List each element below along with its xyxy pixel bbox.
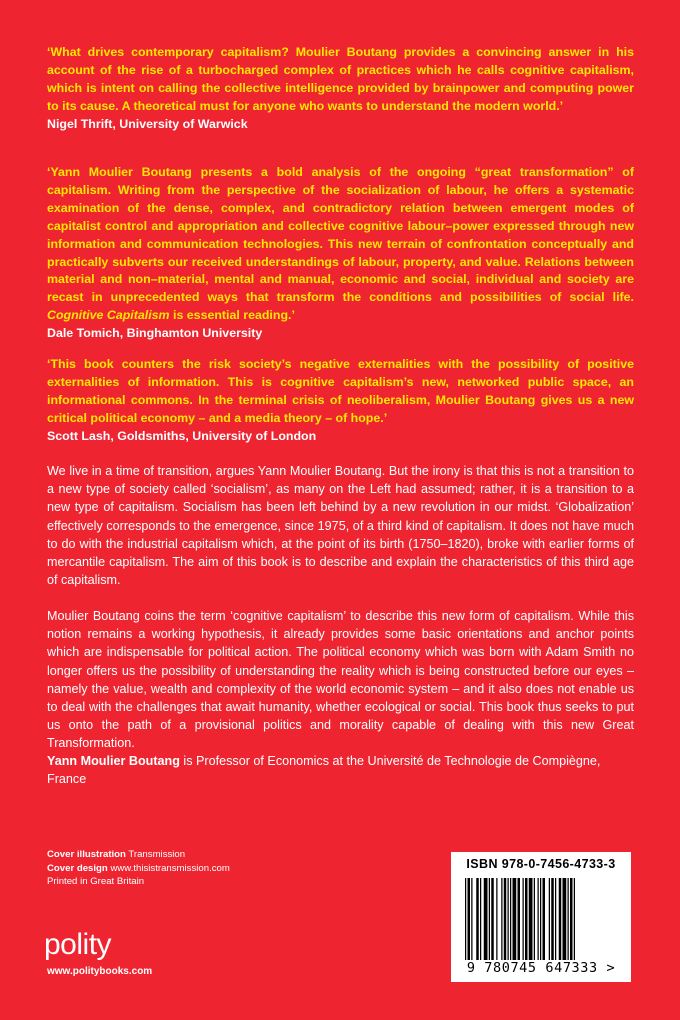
printed-in: Printed in Great Britain [47, 876, 145, 887]
author-name: Yann Moulier Boutang [47, 754, 180, 768]
author-bio [47, 752, 634, 788]
cover-illustration-value: Transmission [125, 849, 186, 860]
quote-2-text-end: is essential reading.’ [169, 308, 295, 323]
cover-illustration-label: Cover illustration [47, 849, 126, 860]
isbn-barcode [451, 852, 631, 982]
cover-credits [47, 848, 347, 889]
cover-design-value: www.thisistransmission.com [107, 862, 230, 874]
quote-2-book-title: Cognitive Capitalism [47, 308, 170, 323]
quote-1-text: ‘What drives contemporary capitalism? Moulier Boutang provides a convincing answer in his account of the rise of a turbocharged complex of practices which he calls cognitive capitalism, which is intent on calling the collective intelligence provided by brainpower and computing power to its cause. A theoretical must for anyone who wants to understand the modern world.’ [47, 45, 634, 113]
quote-1-attribution: Nigel Thrift, University of Warwick [47, 116, 248, 131]
cover-design-credit [47, 862, 347, 876]
endorsement-quote-1 [47, 44, 634, 134]
endorsement-quote-2 [47, 164, 634, 343]
quote-2-attribution: Dale Tomich, Binghamton University [47, 326, 263, 341]
quote-3-attribution: Scott Lash, Goldsmiths, University of London [47, 428, 317, 443]
barcode-digits: 9 780745 647333 > [466, 960, 616, 976]
description-paragraph-1: We live in a time of transition, argues Yann Moulier Boutang. But the irony is that this is not a transition to a new type of society called ‘socialism’, as many on the Left had assumed; rather, it is a transition to a new type of capitalism. Socialism has been left behind by a new revolution in our midst. ‘Globalization’ effectively corresponds to the emergence, since 1975, of a third kind of capitalism. It does not have much to do with the industrial capitalism which, at the point of its birth (1750–1820), broke with earlier forms of mercantile capitalism. The aim of this book is to describe and explain the characteristics of this third age of capitalism. [47, 464, 634, 588]
quote-2-text: ‘Yann Moulier Boutang presents a bold analysis of the ongoing “great transformation” of capitalism. Writing from the perspective of the socialization of labour, he offers a systematic examination of the dense, complex, and contradictory relation between emergent modes of capitalist control and appropriation and collective cognitive labour–power expressed through new information and communication technologies. This new terrain of confrontation conceptually and practically subverts our received understandings of labour, property, and value. Relations between material and non–material, mental and manual, economic and social, individual and society are recast in unprecedented ways that transform the conditions and possibilities of social life. [47, 165, 634, 305]
cover-design-label: Cover design [47, 862, 108, 874]
isbn-label: ISBN 978-0-7456-4733-3 [466, 857, 616, 871]
publisher-logo: polity [44, 928, 112, 961]
author-bio-text: is Professor of Economics at the Université de Technologie de Compiègne, France [47, 754, 601, 787]
description-paragraph-2: Moulier Boutang coins the term ‘cognitive capitalism’ to describe this new form of capitalism. While this notion remains a working hypothesis, it already provides some basic orientations and anchor points which are indispensable for political action. The political economy which was born with Adam Smith no longer offers us the possibility of understanding the reality which is being constructed before our eyes – namely the value, wealth and complexity of the world economic system – and it also does not enable us to deal with the challenges that await humanity, whether ecological or social. This book thus seeks to put us onto the path of a provisional politics and morality capable of dealing with this new Great Transformation. [47, 609, 634, 751]
barcode-bars-graphic [465, 878, 617, 960]
endorsement-quote-3 [47, 356, 634, 446]
cover-illustration-credit [47, 848, 347, 862]
quote-3-text: ‘This book counters the risk society’s negative externalities with the possibility of positive externalities of information. This is cognitive capitalism’s new, networked public space, an informational commons. In the terminal crisis of neoliberalism, Moulier Boutang gives us a new critical political economy – and a media theory – of hope.’ [47, 357, 634, 425]
publisher-url: www.politybooks.com [47, 966, 153, 977]
